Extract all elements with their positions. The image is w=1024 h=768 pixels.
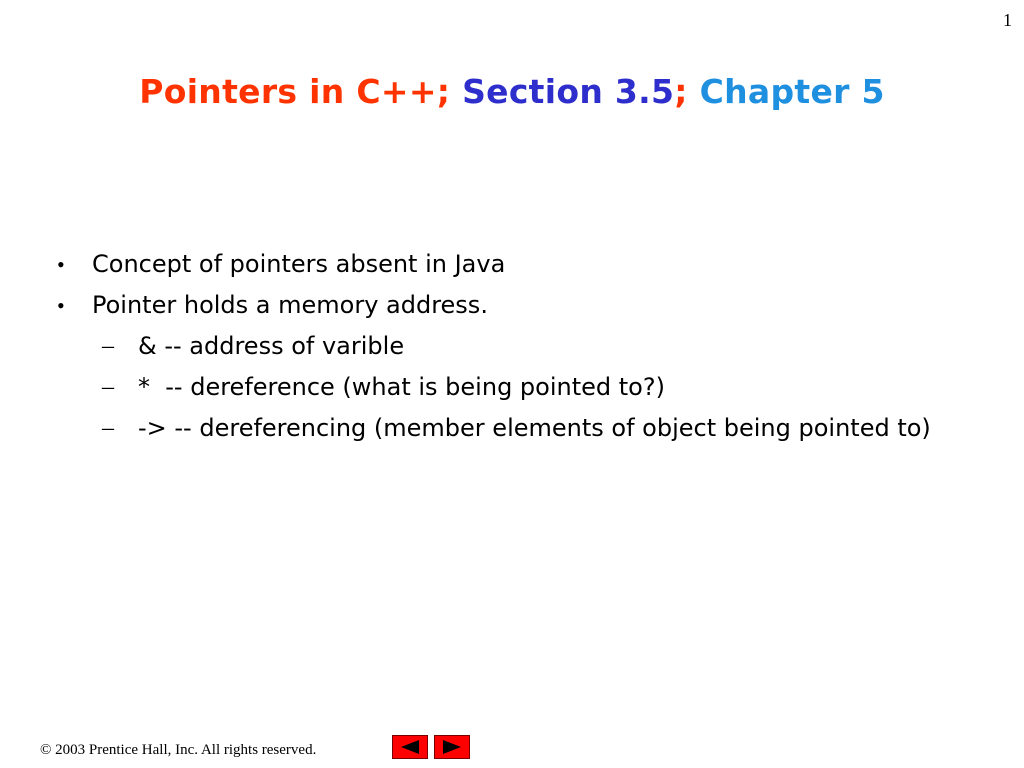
page-number: 1 <box>1003 10 1012 30</box>
sub-bullet-item <box>0 367 1024 408</box>
sub-bullet-item <box>0 326 1024 367</box>
sub-bullet-marker: – <box>102 333 114 359</box>
sub-bullet-marker: – <box>102 415 114 441</box>
copyright-footer: © 2003 Prentice Hall, Inc. All rights reserved. <box>40 742 317 758</box>
slide-navigation <box>392 735 470 759</box>
sub-bullet-item <box>0 408 1024 449</box>
bullet-marker: • <box>57 252 65 277</box>
title-part-section: Section 3.5 <box>450 72 675 111</box>
sub-bullet-text: * -- dereference (what is being pointed to?) <box>138 373 665 401</box>
triangle-left-icon <box>399 739 421 755</box>
title-part-pointers: Pointers in C++; <box>139 72 451 111</box>
previous-slide-button[interactable] <box>392 735 428 759</box>
sub-bullet-marker: – <box>102 374 114 400</box>
triangle-right-icon <box>441 739 463 755</box>
sub-bullet-text: -> -- dereferencing (member elements of object being pointed to) <box>138 414 931 442</box>
slide-title <box>0 72 1024 111</box>
sub-bullet-text: & -- address of varible <box>138 332 405 360</box>
next-slide-button[interactable] <box>434 735 470 759</box>
bullet-marker: • <box>57 293 65 318</box>
slide-content <box>0 244 1024 449</box>
bullet-text: Pointer holds a memory address. <box>92 291 488 319</box>
bullet-text: Concept of pointers absent in Java <box>92 250 506 278</box>
title-part-separator: ; <box>674 72 688 111</box>
title-part-chapter: Chapter 5 <box>687 72 885 111</box>
bullet-item <box>0 244 1024 285</box>
bullet-item <box>0 285 1024 326</box>
